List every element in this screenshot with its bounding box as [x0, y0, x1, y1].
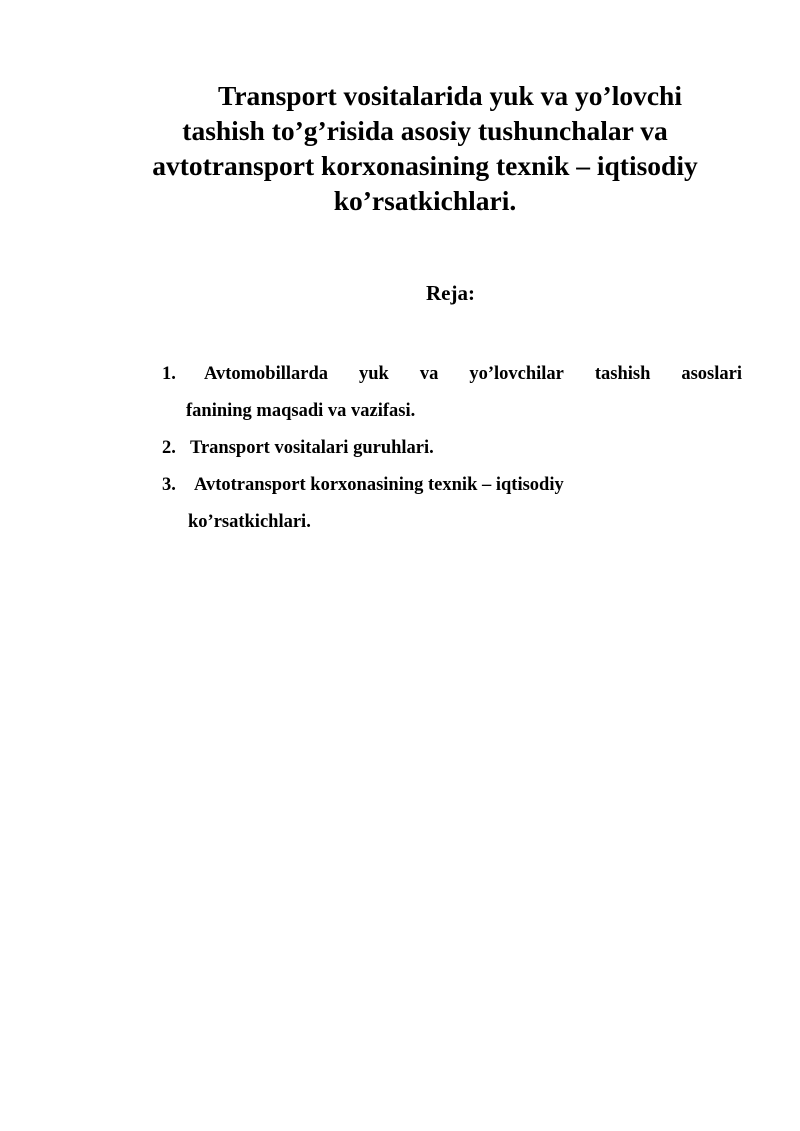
plan-item-3-number: 3.	[162, 475, 176, 495]
plan-item-1-continuation: fanining maqsadi va vazifasi.	[186, 401, 416, 421]
title-line-2: tashish to’g’risida asosiy tushunchalar va	[182, 115, 668, 146]
plan-item-2-text: Transport vositalari guruhlari.	[190, 438, 434, 458]
plan-item-2-number: 2.	[162, 438, 176, 458]
plan-item-1	[162, 356, 742, 430]
title-line-4: ko’rsatkichlari.	[333, 185, 517, 216]
plan-item-2	[162, 430, 742, 467]
title-line-3: avtotransport korxonasining texnik – iqtisodiy	[152, 150, 698, 181]
plan-item-1-first-line	[162, 356, 742, 393]
plan-item-1-word: asoslari	[681, 364, 742, 384]
plan-item-1-word: yo’lovchilar	[469, 364, 564, 384]
plan-item-1-word: tashish	[594, 364, 651, 384]
plan-item-3-continuation: ko’rsatkichlari.	[188, 512, 311, 532]
plan-item-3-text: Avtotransport korxonasining texnik – iqtisodiy	[194, 475, 564, 495]
document-title	[110, 78, 740, 218]
plan-item-1-number: 1.	[162, 364, 176, 384]
plan-heading: Reja:	[426, 281, 475, 305]
plan-list	[162, 356, 742, 541]
plan-item-1-word: yuk	[359, 364, 389, 384]
plan-item-1-words	[204, 356, 742, 393]
plan-item-1-word: Avtomobillarda	[204, 364, 329, 384]
plan-item-3	[162, 467, 742, 541]
plan-item-1-word: va	[419, 364, 439, 384]
title-line-1: Transport vositalarida yuk va yo’lovchi	[218, 80, 682, 111]
